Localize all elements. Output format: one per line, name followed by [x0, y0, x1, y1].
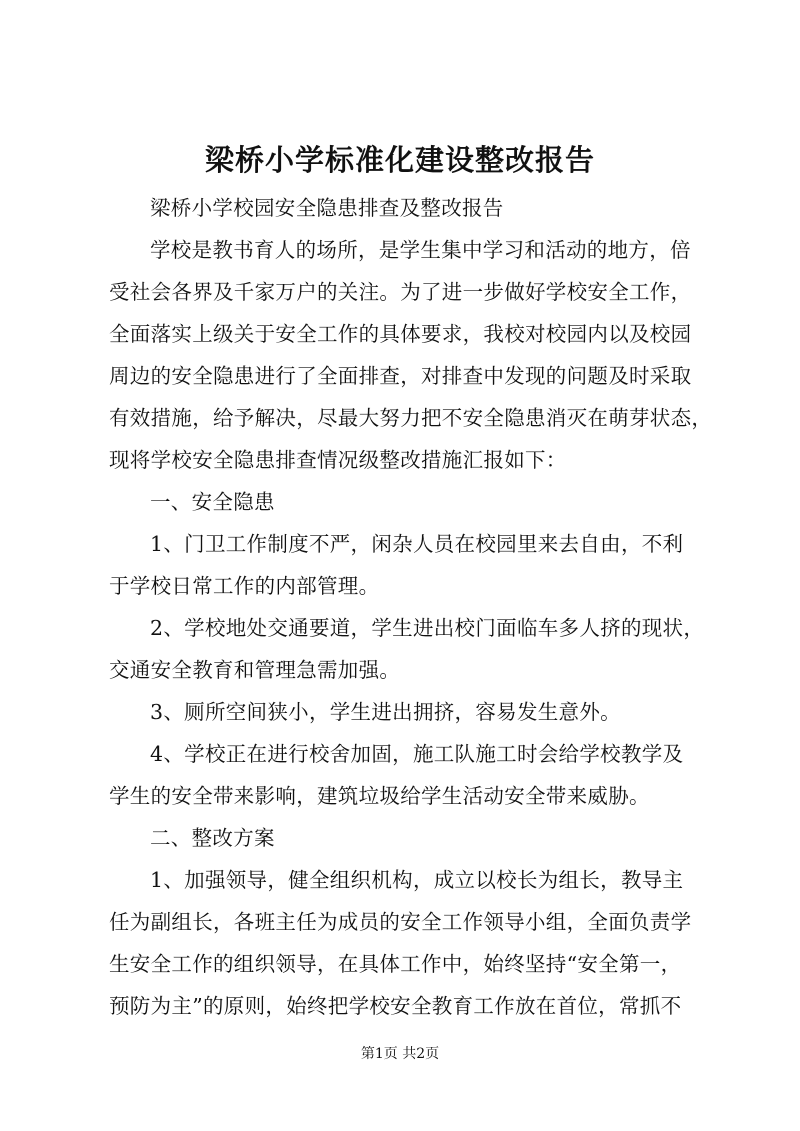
body-line: 受社会各界及千家万户的关注。为了进一步做好学校安全工作， [109, 280, 692, 304]
body-line: 周边的安全隐患进行了全面排查，对排查中发现的问题及时采取 [109, 364, 692, 388]
body-line: 二、整改方案 [150, 826, 275, 850]
body-line: 预防为主”的原则，始终把学校安全教育工作放在首位，常抓不 [109, 994, 682, 1018]
body-line: 4、学校正在进行校舍加固，施工队施工时会给学校教学及 [150, 742, 684, 766]
body-line: 梁桥小学校园安全隐患排查及整改报告 [150, 196, 504, 220]
body-line: 3、厕所空间狭小，学生进出拥挤，容易发生意外。 [150, 700, 621, 724]
page-footer: 第1页 共2页 [360, 1046, 440, 1062]
body-line: 1、门卫工作制度不严，闲杂人员在校园里来去自由，不利 [150, 532, 684, 556]
body-line: 学校是教书育人的场所，是学生集中学习和活动的地方，倍 [150, 238, 691, 262]
body-line: 2、学校地处交通要道，学生进出校门面临车多人挤的现状， [150, 616, 705, 640]
body-line: 任为副组长，各班主任为成员的安全工作领导小组，全面负责学 [109, 910, 692, 934]
body-line: 一、安全隐患 [150, 490, 275, 514]
body-line: 于学校日常工作的内部管理。 [109, 574, 380, 598]
body-line: 生安全工作的组织领导，在具体工作中，始终坚持“安全第一， [109, 952, 682, 976]
body-line: 交通安全教育和管理急需加强。 [109, 658, 401, 682]
body-line: 学生的安全带来影响，建筑垃圾给学生活动安全带来威胁。 [109, 784, 650, 808]
body-line: 现将学校安全隐患排查情况级整改措施汇报如下： [109, 448, 567, 472]
body-line: 1、加强领导，健全组织机构，成立以校长为组长，教导主 [150, 868, 684, 892]
document-title: 梁桥小学标准化建设整改报告 [204, 143, 595, 177]
body-line: 全面落实上级关于安全工作的具体要求，我校对校园内以及校园 [109, 322, 692, 346]
document-body [109, 187, 721, 1027]
body-line: 有效措施，给予解决，尽最大努力把不安全隐患消灭在萌芽状态， [109, 406, 713, 430]
